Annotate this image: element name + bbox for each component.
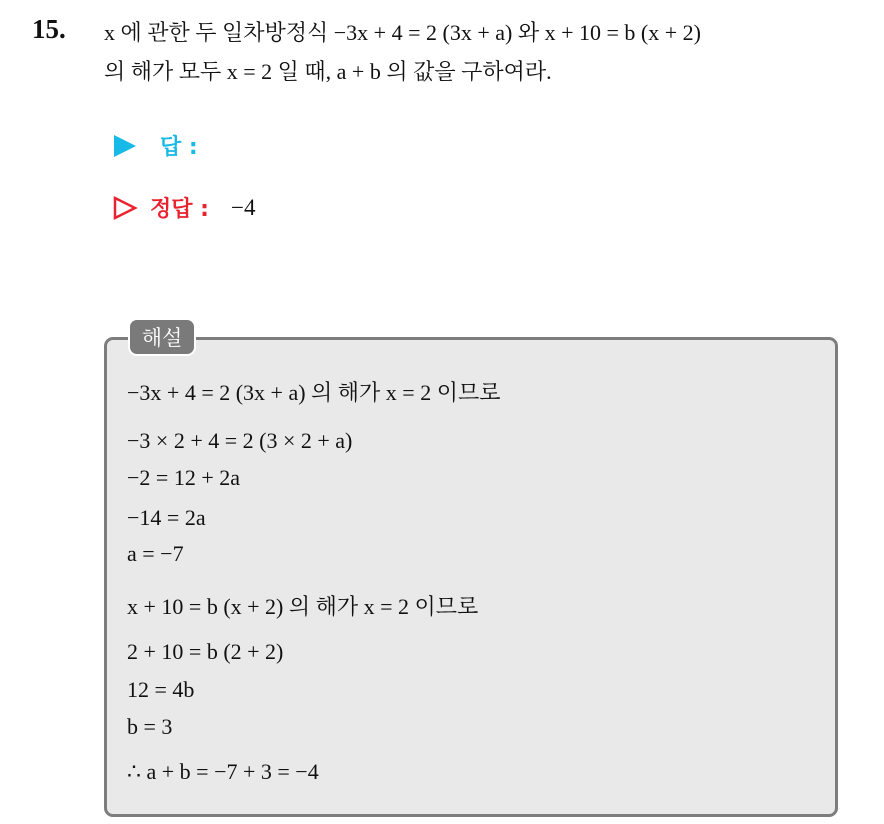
solution-line: 2 + 10 = b (2 + 2) — [127, 639, 284, 664]
answer-label: 답 : — [160, 135, 198, 160]
question-number: 15. — [32, 14, 66, 44]
answer-row — [112, 130, 198, 161]
solution-line: 12 = 4b — [127, 677, 195, 702]
solution-tag: 해설 — [128, 318, 196, 356]
solution-line: −3 × 2 + 4 = 2 (3 × 2 + a) — [127, 428, 353, 453]
correct-answer-row — [112, 192, 255, 223]
solution-line: −2 = 12 + 2a — [127, 465, 240, 490]
solution-line: −14 = 2a — [127, 505, 206, 530]
outline-triangle-icon — [112, 195, 138, 221]
correct-answer-value: −4 — [230, 194, 256, 220]
solution-line: b = 3 — [127, 714, 173, 739]
solution-line: −3x + 4 = 2 (3x + a) 의 해가 x = 2 이므로 — [127, 380, 501, 405]
filled-triangle-icon — [112, 133, 138, 159]
question-text-line-2: 의 해가 모두 x = 2 일 때, a + b 의 값을 구하여라. — [104, 59, 552, 84]
solution-box — [104, 337, 838, 817]
solution-line: ∴ a + b = −7 + 3 = −4 — [127, 759, 319, 784]
correct-answer-label: 정답 : — [150, 197, 209, 222]
question-text-line-1: x 에 관한 두 일차방정식 −3x + 4 = 2 (3x + a) 와 x + 10 = b (x + 2) — [104, 20, 701, 45]
solution-line: a = −7 — [127, 541, 184, 566]
solution-line: x + 10 = b (x + 2) 의 해가 x = 2 이므로 — [127, 594, 479, 619]
